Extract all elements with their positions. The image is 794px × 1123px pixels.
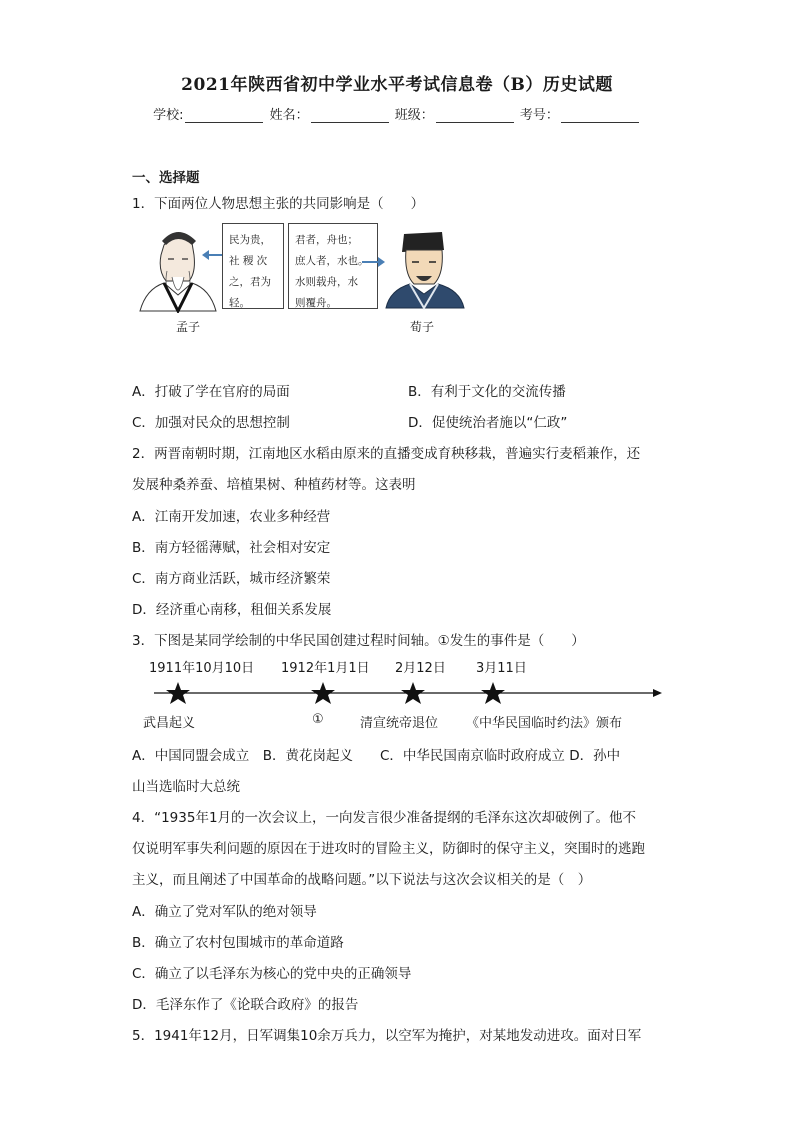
q4-option-a[interactable]: A．确立了党对军队的绝对领导 <box>132 904 317 920</box>
quote-line: 水则载舟，水 <box>295 276 358 288</box>
caption-xunzi: 荀子 <box>410 320 435 334</box>
q2-stem-line-2: 发展种桑养蚕、培植果树、种植药材等。这表明 <box>132 477 416 493</box>
timeline-axis <box>150 680 664 708</box>
class-label: 班级： <box>394 108 434 123</box>
q4-stem-line-1: 4．“1935年1月的一次会议上，一向发言很少准备提纲的毛泽东这次却破例了。他不 <box>132 810 637 826</box>
timeline-date-1: 1911年10月10日 <box>149 661 255 676</box>
timeline-label-2: ① <box>312 712 324 727</box>
quote-line: 民为贵， <box>229 234 271 246</box>
q4-option-c[interactable]: C．确立了以毛泽东为核心的党中央的正确领导 <box>132 966 412 982</box>
q4-stem-line-3: 主义，而且阐述了中国革命的战略问题。”以下说法与这次会议相关的是（ ） <box>132 872 592 888</box>
q5-stem-line-1: 5．1941年12月，日军调集10余万兵力，以空军为掩护，对某地发动进攻。面对日军 <box>132 1028 642 1044</box>
timeline-date-2: 1912年1月1日 <box>281 661 370 676</box>
q4-option-b[interactable]: B．确立了农村包围城市的革命道路 <box>132 935 344 951</box>
exam-no-blank[interactable] <box>561 109 639 123</box>
q2-option-b[interactable]: B．南方轻徭薄赋，社会相对安定 <box>132 540 331 556</box>
quote-line: 之，君为 <box>229 276 271 288</box>
q1-option-a[interactable]: A．打破了学在官府的局面 <box>132 384 290 400</box>
name-label: 姓名： <box>269 108 309 123</box>
q3-stem: 3．下图是某同学绘制的中华民国创建过程时间轴。①发生的事件是（ ） <box>132 633 585 649</box>
q3-options-line-2[interactable]: 山当选临时大总统 <box>132 779 240 795</box>
quote-line: 君者，舟也； <box>295 234 358 246</box>
q2-stem-line-1: 2．两晋南朝时期，江南地区水稻由原来的直播变成育秧移栽，普遍实行麦稻兼作，还 <box>132 446 641 462</box>
q1-option-c[interactable]: C．加强对民众的思想控制 <box>132 415 290 431</box>
quote-line: 则覆舟。 <box>295 297 337 309</box>
school-label: 学校: <box>153 108 184 123</box>
quote-line: 轻。 <box>229 297 250 309</box>
xunzi-portrait <box>382 228 468 310</box>
school-blank[interactable] <box>185 109 263 123</box>
exam-no-label: 考号： <box>519 108 559 123</box>
q1-option-b[interactable]: B．有利于文化的交流传播 <box>408 384 566 400</box>
timeline-label-1: 武昌起义 <box>143 716 196 731</box>
section-heading: 一、选择题 <box>132 170 200 186</box>
q4-stem-line-2: 仅说明军事失利问题的原因在于进攻时的冒险主义，防御时的保守主义，突围时的逃跑 <box>132 841 645 857</box>
arrow-left-icon <box>202 249 224 261</box>
student-info-line <box>0 104 794 123</box>
quote-line: 社 稷 次 <box>229 255 268 267</box>
quote-line: 庶人者，水也。 <box>295 255 369 267</box>
q1-option-d[interactable]: D．促使统治者施以“仁政” <box>408 415 568 431</box>
q2-option-c[interactable]: C．南方商业活跃，城市经济繁荣 <box>132 571 331 587</box>
q1-stem: 1．下面两位人物思想主张的共同影响是（ ） <box>132 196 425 212</box>
q3-options-line-1[interactable]: A．中国同盟会成立 B．黄花岗起义 C．中华民国南京临时政府成立 D．孙中 <box>132 748 621 764</box>
timeline-label-4: 《中华民国临时约法》颁布 <box>466 716 623 731</box>
timeline-label-3: 清宣统帝退位 <box>360 716 439 731</box>
timeline-date-3: 2月12日 <box>395 661 446 676</box>
timeline-date-4: 3月11日 <box>476 661 527 676</box>
q2-option-a[interactable]: A．江南开发加速，农业多种经营 <box>132 509 331 525</box>
mencius-quote-box <box>222 223 284 309</box>
q2-option-d[interactable]: D．经济重心南移，租佃关系发展 <box>132 602 332 618</box>
mencius-portrait <box>134 225 220 313</box>
class-blank[interactable] <box>436 109 514 123</box>
name-blank[interactable] <box>311 109 389 123</box>
q4-option-d[interactable]: D．毛泽东作了《论联合政府》的报告 <box>132 997 359 1013</box>
page-title: 2021年陕西省初中学业水平考试信息卷（B）历史试题 <box>181 75 613 95</box>
caption-mencius: 孟子 <box>176 320 201 334</box>
